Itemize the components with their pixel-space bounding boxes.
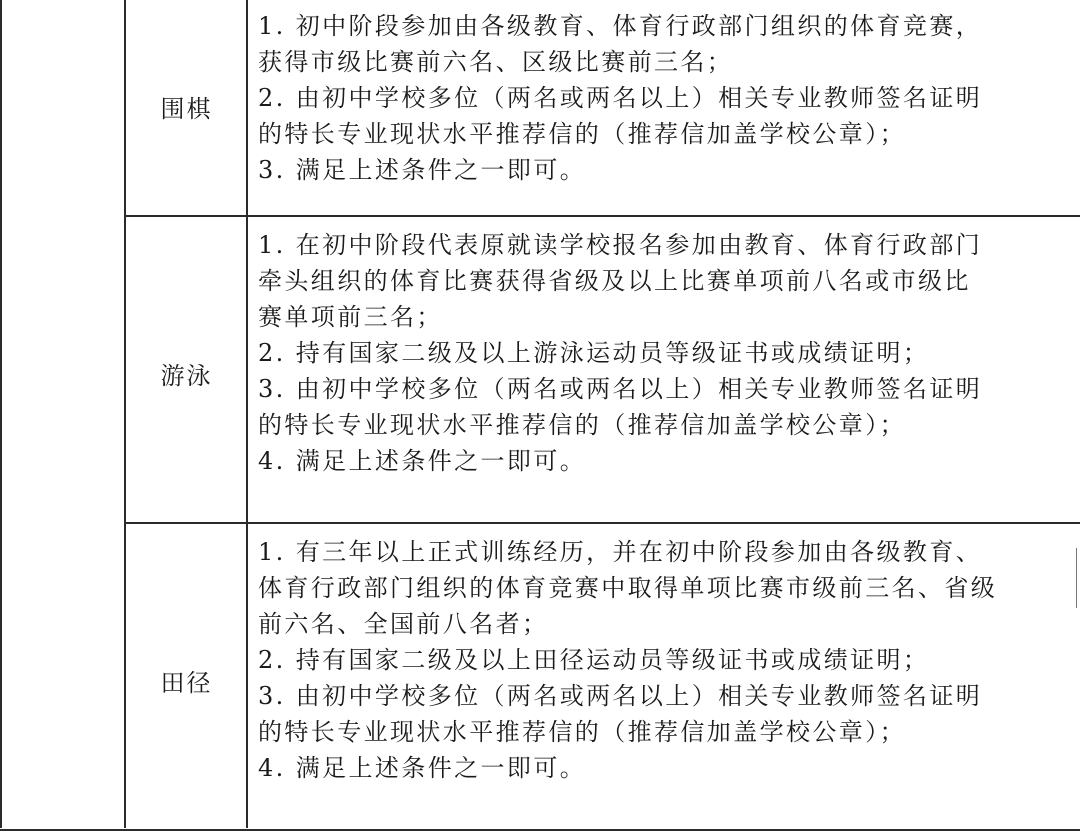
requirement-line: 3. 满足上述条件之一即可。 xyxy=(258,156,587,184)
table-column-divider-1 xyxy=(124,0,126,830)
table-column-divider-2 xyxy=(246,0,248,830)
requirements-track-and-field xyxy=(258,534,1064,786)
requirement-line: 2. 持有国家二级及以上田径运动员等级证书或成绩证明； xyxy=(258,646,930,674)
table-right-edge-fragment xyxy=(1076,548,1077,608)
requirement-line: 1. 初中阶段参加由各级教育、体育行政部门组织的体育竞赛， xyxy=(258,12,983,40)
row-divider-1 xyxy=(124,215,1080,217)
page-bottom-rule xyxy=(0,829,1080,831)
requirement-line: 体育行政部门组织的体育竞赛中取得单项比赛市级前三名、省级 xyxy=(258,574,998,602)
requirement-line: 1. 在初中阶段代表原就读学校报名参加由教育、体育行政部门 xyxy=(258,231,983,259)
requirements-go xyxy=(258,8,1064,188)
requirement-line: 3. 由初中学校多位（两名或两名以上）相关专业教师签名证明 xyxy=(258,682,983,710)
requirement-line: 4. 满足上述条件之一即可。 xyxy=(258,447,587,475)
requirement-line: 的特长专业现状水平推荐信的（推荐信加盖学校公章）； xyxy=(258,120,906,148)
requirement-line: 牵头组织的体育比赛获得省级及以上比赛单项前八名或市级比 xyxy=(258,267,971,295)
requirement-line: 1. 有三年以上正式训练经历，并在初中阶段参加由各级教育、 xyxy=(258,538,983,566)
table-left-border xyxy=(0,0,2,840)
requirement-line: 4. 满足上述条件之一即可。 xyxy=(258,754,587,782)
requirement-line: 2. 由初中学校多位（两名或两名以上）相关专业教师签名证明 xyxy=(258,84,983,112)
requirement-line: 前六名、全国前八名者； xyxy=(258,610,549,638)
requirement-line: 的特长专业现状水平推荐信的（推荐信加盖学校公章）； xyxy=(258,411,906,439)
requirement-line: 获得市级比赛前六名、区级比赛前三名； xyxy=(258,48,734,76)
requirements-swimming xyxy=(258,227,1064,479)
requirement-line: 赛单项前三名； xyxy=(258,303,443,331)
sport-label-track-and-field: 田径 xyxy=(160,669,213,697)
row-divider-2 xyxy=(124,522,1080,524)
sport-label-swimming: 游泳 xyxy=(160,362,213,390)
requirement-line: 3. 由初中学校多位（两名或两名以上）相关专业教师签名证明 xyxy=(258,375,983,403)
requirement-line: 的特长专业现状水平推荐信的（推荐信加盖学校公章）； xyxy=(258,718,906,746)
sport-label-go: 围棋 xyxy=(160,95,213,123)
requirement-line: 2. 持有国家二级及以上游泳运动员等级证书或成绩证明； xyxy=(258,339,930,367)
